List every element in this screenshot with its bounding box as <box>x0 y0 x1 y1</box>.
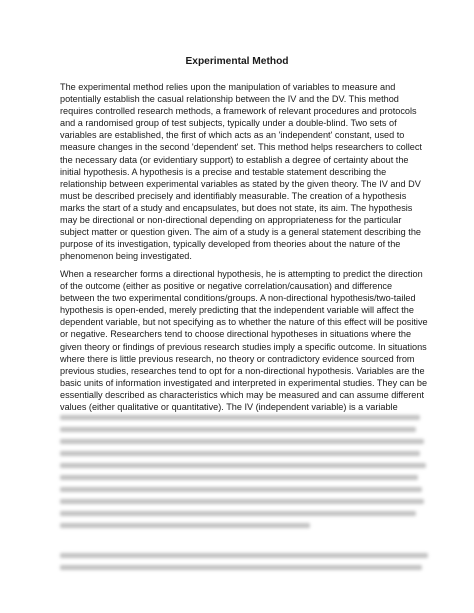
paragraph-line: between the two experimental conditions/groups. A non-directional hypothesis/two-tailed <box>60 293 416 304</box>
paragraph-line: values (either qualitative or quantitative). The IV (independent variable) is a variable <box>60 402 398 413</box>
paragraph-line: purpose of its investigation, typically developed from theories about the nature of the <box>60 239 401 250</box>
paragraph-line: dependent variable, but not specifying as to whether the nature of this effect will be positive <box>60 317 428 328</box>
paragraph-line: given theory or findings of previous research studies imply a specific outcome. In situations <box>60 341 427 352</box>
paragraph-line: must be described precisely and identifiably measurable. The creation of a hypothesis <box>60 190 407 201</box>
paragraph-line: subject matter or question given. The aim of a study is a general statement describing the <box>60 227 421 238</box>
paragraph-line: requires controlled research methods, a framework of relevant procedures and protocols <box>60 106 417 117</box>
blurred-text-line <box>60 439 424 444</box>
blurred-text-line <box>60 427 416 432</box>
paragraph-1 <box>60 81 432 262</box>
paragraph-line: previous studies, researches tend to opt for a non-directional hypothesis. Variables are the <box>60 365 425 376</box>
paragraph-line: hypothesis is open-ended, merely predicting that the independent variable will affect the <box>60 305 414 316</box>
paragraph-line: may be directional or non-directional depending on appropriateness for the particular <box>60 215 402 226</box>
blurred-text-line <box>60 511 416 516</box>
paragraph-line: The experimental method relies upon the manipulation of variables to measure and <box>60 82 396 92</box>
paragraph-line: the necessary data (or evidentiary support) to establish a degree of certainty about the <box>60 154 409 165</box>
document-title: Experimental Method <box>185 56 289 67</box>
blurred-text-line <box>60 523 310 528</box>
paragraph-line: initial hypothesis. A hypothesis is a precise and testable statement describing the <box>60 166 387 177</box>
blurred-text-line <box>60 487 422 492</box>
paragraph-line: phenomenon being investigated. <box>60 251 192 262</box>
paragraph-line: relationship between experimental variables as stated by the given theory. The IV and DV <box>60 178 421 189</box>
blurred-text-line <box>60 451 420 456</box>
blurred-text-line <box>60 463 426 468</box>
blurred-text-line <box>60 565 422 570</box>
blurred-text-line <box>60 475 418 480</box>
paragraph-line: essentially described as characteristics which may be measured and can assume different <box>60 389 424 400</box>
paragraph-line: where there is little previous research, no theory or contradictory evidence sourced from <box>60 353 415 364</box>
paragraph-line: When a researcher forms a directional hypothesis, he is attempting to predict the direction <box>60 269 423 279</box>
paragraph-2 <box>60 268 432 413</box>
paragraph-line: marks the start of a study and encapsulates, but does not state, its aim. The hypothesis <box>60 202 413 213</box>
blurred-text-line <box>60 499 424 504</box>
paragraph-line: or negative. Researchers tend to choose directional hypotheses in situations where the <box>60 329 412 340</box>
blurred-text-line <box>60 553 428 558</box>
paragraph-line: variables are established, the first of which acts as an 'independent' constant, used to <box>60 130 405 141</box>
paragraph-line: basic units of information investigated and interpreted in experimental studies. They can be <box>60 377 428 388</box>
paragraph-line: potentially establish the casual relationship between the IV and the DV. This method <box>60 94 399 105</box>
paragraph-line: of the outcome (either as positive or negative correlation/causation) and difference <box>60 281 393 292</box>
paragraph-line: and a randomised group of test subjects, typically under a double-blind. Two sets of <box>60 118 397 129</box>
blurred-text-line <box>60 415 420 420</box>
paragraph-line: measure changes in the second 'dependent' set. This method helps researchers to collect <box>60 142 422 153</box>
